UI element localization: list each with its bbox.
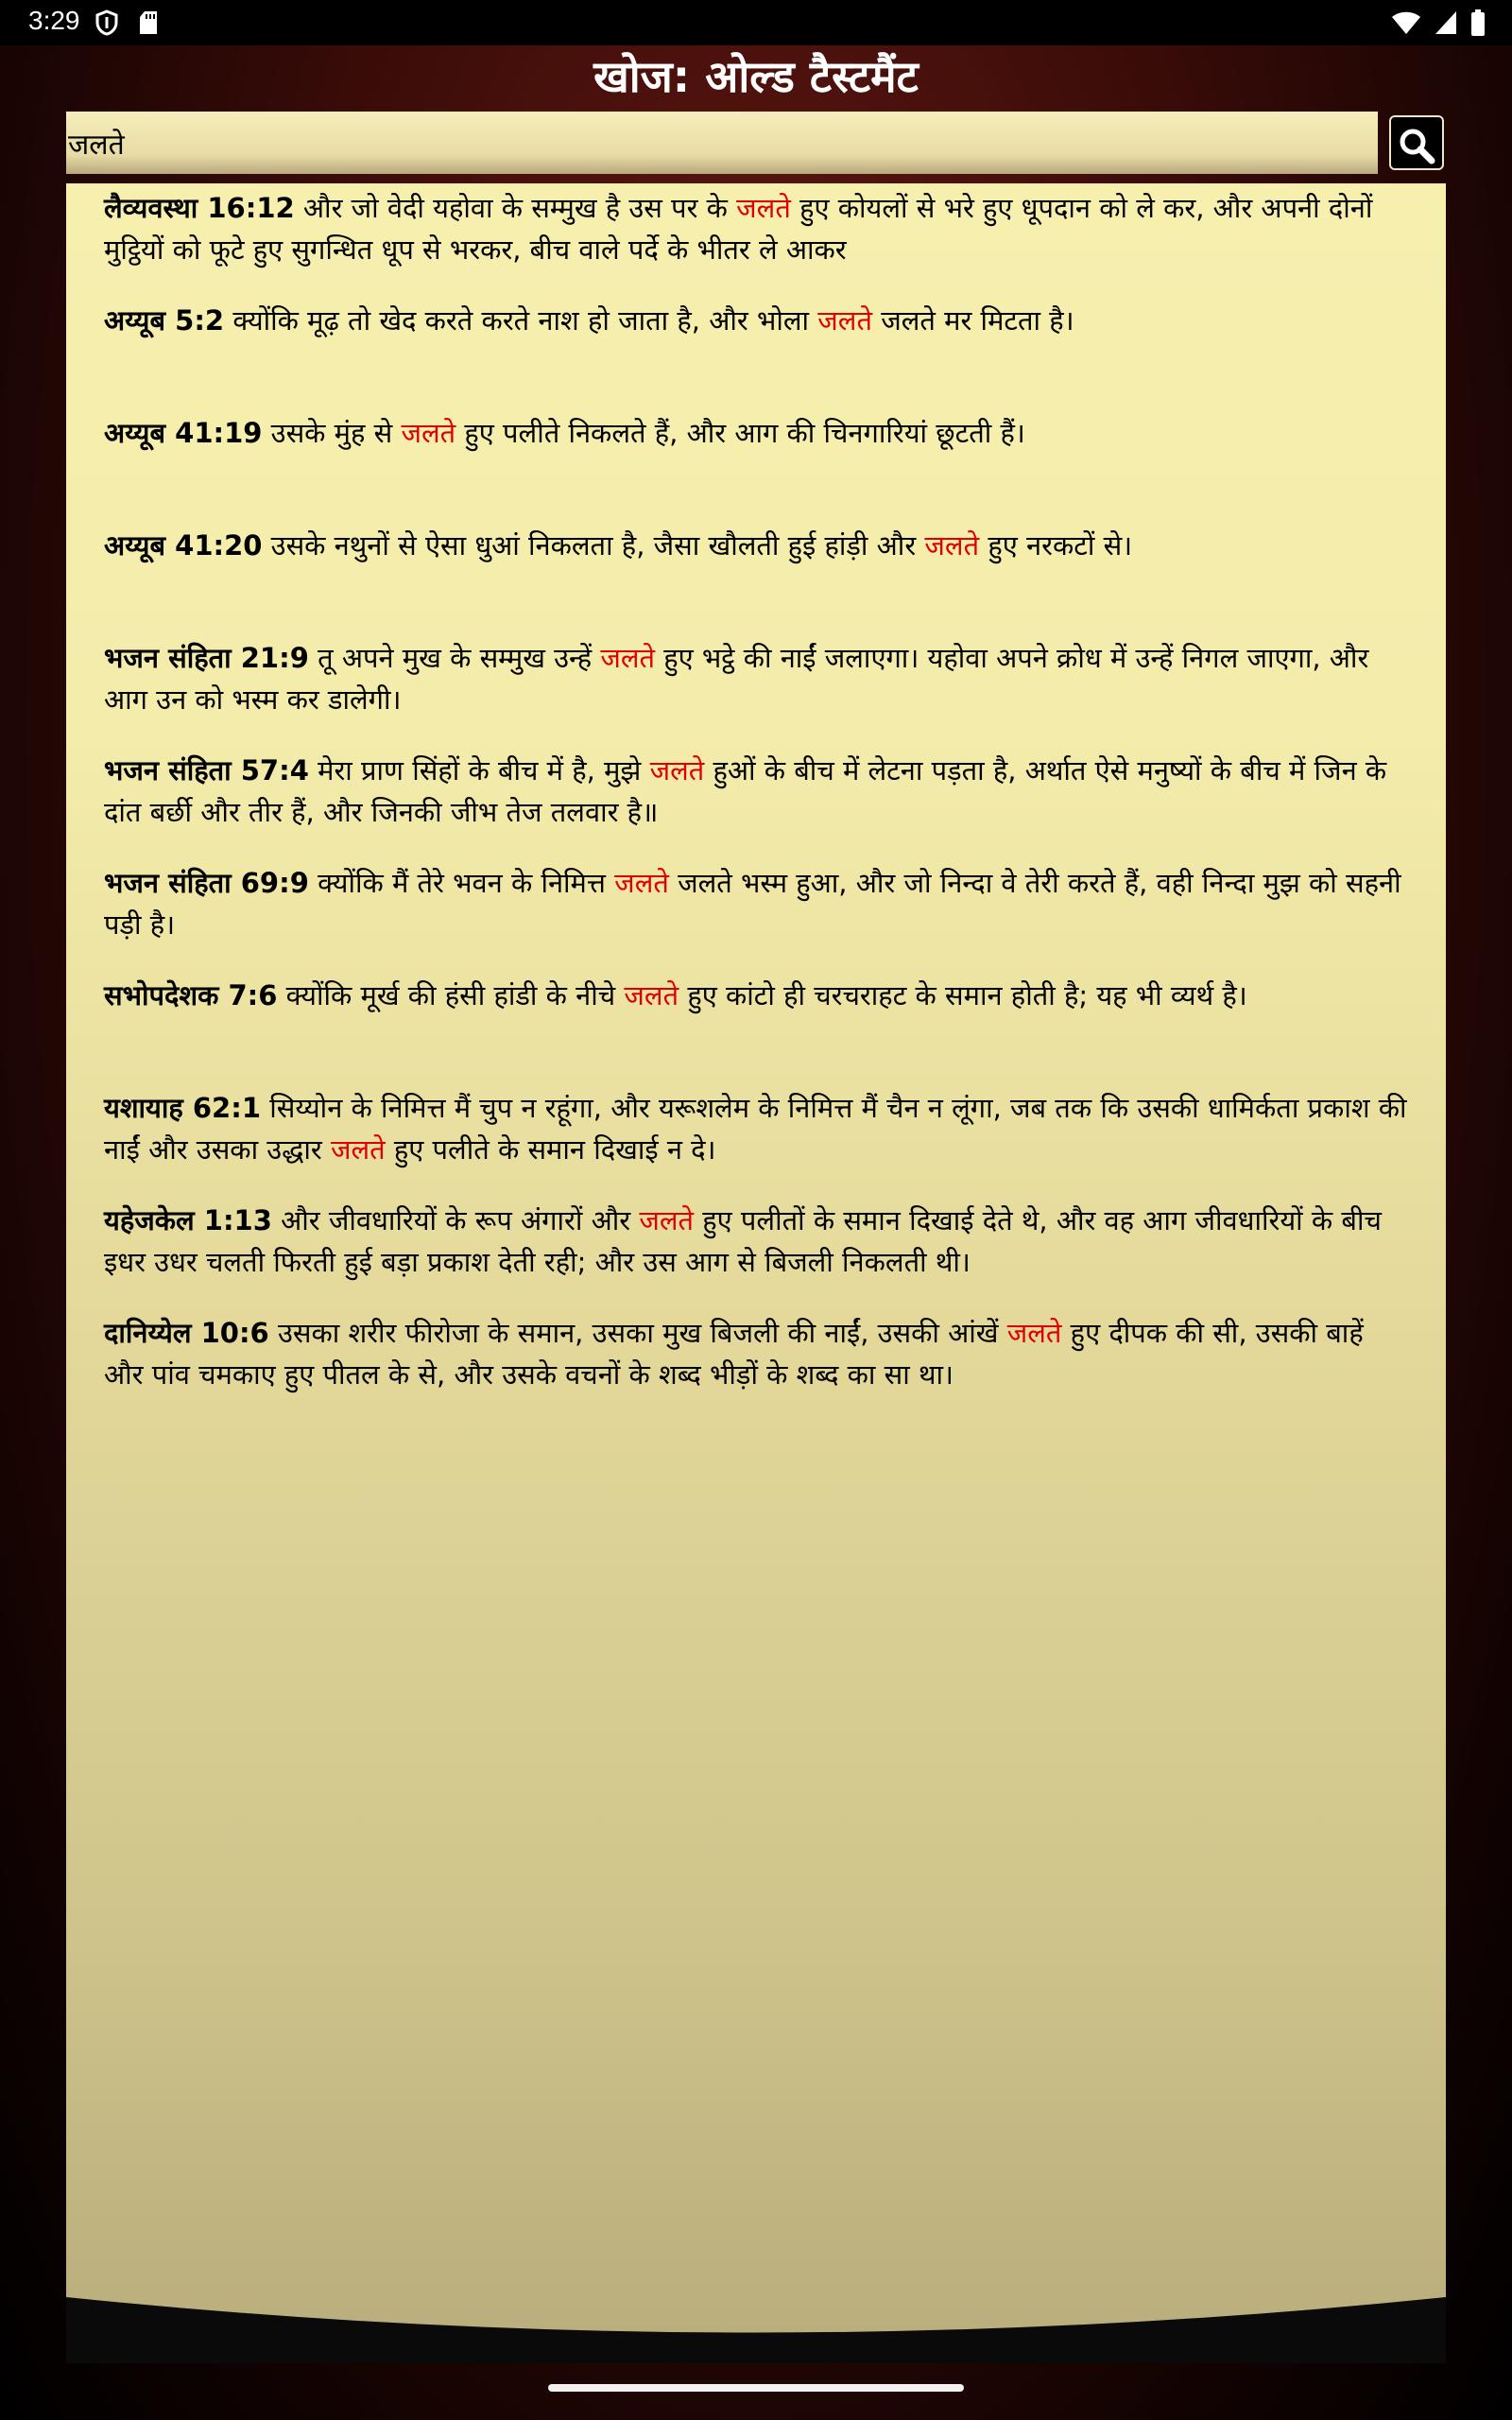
navigation-handle[interactable] bbox=[548, 2384, 964, 2392]
search-button[interactable] bbox=[1389, 115, 1444, 170]
result-reference: भजन संहिता 69:9 bbox=[104, 867, 309, 899]
signal-icon bbox=[1434, 9, 1458, 36]
result-item[interactable]: सभोपदेशक 7:6 क्योंकि मूर्ख की हंसी हांडी के नीचे जलते हुए कांटो ही चरचराहट के समान होती है; यह भी व्यर्थ है। bbox=[104, 979, 1247, 1011]
result-match: जलते bbox=[1006, 1317, 1062, 1349]
results-bottom-curve bbox=[66, 2297, 1446, 2363]
result-item[interactable]: अय्यूब 5:2 क्योंकि मूढ़ तो खेद करते करते नाश हो जाता है, और भोला जलते जलते मर मिटता है। bbox=[104, 304, 1074, 337]
result-item[interactable]: अय्यूब 41:19 उसके मुंह से जलते हुए पलीते निकलते हैं, और आग की चिनगारियां छूटती हैं। bbox=[104, 417, 1025, 449]
result-reference: अय्यूब 41:20 bbox=[104, 529, 263, 562]
result-item[interactable]: यशायाह 62:1 सिय्योन के निमित्त मैं चुप न रहूंगा, और यरूशलेम के निमित्त मैं चैन न लूंगा, जब तक कि उसकी धामिर्कता प्रकाश की नाईं और उसका उद्धार जलते हुए पलीते के समान दिखाई न दे। bbox=[104, 1092, 1407, 1166]
result-reference: भजन संहिता 21:9 bbox=[104, 642, 309, 674]
result-item[interactable]: अय्यूब 41:20 उसके नथुनों से ऐसा धुआं निकलता है, जैसा खौलती हुई हांड़ी और जलते हुए नरकटों से। bbox=[104, 529, 1133, 562]
result-match: जलते bbox=[924, 529, 980, 562]
status-right-icons bbox=[1383, 9, 1486, 36]
result-match: जलते bbox=[600, 642, 656, 674]
result-match: जलते bbox=[639, 1204, 695, 1236]
sd-card-icon bbox=[138, 9, 159, 36]
page-title: खोज: ओल्ड टैस्टमैंट bbox=[593, 51, 919, 102]
search-input[interactable] bbox=[66, 112, 1378, 174]
result-item[interactable]: भजन संहिता 57:4 मेरा प्राण सिंहों के बीच में है, मुझे जलते हुओं के बीच में लेटना पड़ता है, अर्थात ऐसे मनुष्यों के बीच में जिन के दांत बर्छी और तीर हैं, और जिनकी जीभ तेज तलवार है॥ bbox=[104, 754, 1387, 828]
search-icon bbox=[1397, 126, 1436, 165]
result-reference: यहेजकेल 1:13 bbox=[104, 1204, 272, 1236]
result-match: जलते bbox=[817, 304, 872, 337]
status-bar bbox=[0, 0, 1512, 45]
result-reference: अय्यूब 41:19 bbox=[104, 417, 263, 449]
result-reference: यशायाह 62:1 bbox=[104, 1092, 262, 1124]
result-item[interactable]: भजन संहिता 21:9 तू अपने मुख के सम्मुख उन्हें जलते हुए भट्ठे की नाईं जलाएगा। यहोवा अपने क्रोध में उन्हें निगल जाएगा, और आग उन को भस्म कर डालेगी। bbox=[104, 642, 1369, 716]
result-reference: अय्यूब 5:2 bbox=[104, 304, 225, 337]
result-reference: दानिय्येल 10:6 bbox=[104, 1317, 269, 1349]
shield-icon bbox=[94, 9, 119, 36]
status-time: 3:29 bbox=[28, 6, 80, 35]
result-reference: भजन संहिता 57:4 bbox=[104, 754, 309, 786]
result-item[interactable]: दानिय्येल 10:6 उसका शरीर फीरोजा के समान, उसका मुख बिजली की नाईं, उसकी आंखें जलते हुए दीपक की सी, उसकी बाहें और पांव चमकाए हुए पीतल के से, और उसके वचनों के शब्द भीड़ों के शब्द का सा था। bbox=[104, 1317, 1364, 1391]
results-list[interactable] bbox=[66, 183, 1446, 2358]
result-reference: सभोपदेशक 7:6 bbox=[104, 979, 278, 1011]
result-match: जलते bbox=[330, 1133, 386, 1166]
result-match: जलते bbox=[736, 192, 791, 224]
battery-icon bbox=[1470, 9, 1486, 36]
result-item[interactable]: भजन संहिता 69:9 क्योंकि मैं तेरे भवन के निमित्त जलते जलते भस्म हुआ, और जो निन्दा वे तेरी करते हैं, वही निन्दा मुझ को सहनी पड़ी है। bbox=[104, 867, 1401, 941]
result-item[interactable]: लैव्यवस्था 16:12 और जो वेदी यहोवा के सम्मुख है उस पर के जलते हुए कोयलों से भरे हुए धूपदान को ले कर, और अपनी दोनों मुट्ठियों को फूटे हुए सुगन्धित धूप से भरकर, बीच वाले पर्दे के भीतर ले आकर bbox=[104, 192, 1373, 266]
wifi-icon bbox=[1391, 9, 1421, 36]
result-match: जलते bbox=[614, 867, 669, 899]
result-match: जलते bbox=[649, 754, 705, 786]
result-match: जलते bbox=[624, 979, 679, 1011]
result-reference: लैव्यवस्था 16:12 bbox=[104, 192, 295, 224]
result-match: जलते bbox=[401, 417, 456, 449]
result-item[interactable]: यहेजकेल 1:13 और जीवधारियों के रूप अंगारों और जलते हुए पलीतों के समान दिखाई देते थे, और वह आग जीवधारियों के बीच इधर उधर चलती फिरती हुई बड़ा प्रकाश देती रही; और उस आग से बिजली निकलती थी। bbox=[104, 1204, 1382, 1278]
